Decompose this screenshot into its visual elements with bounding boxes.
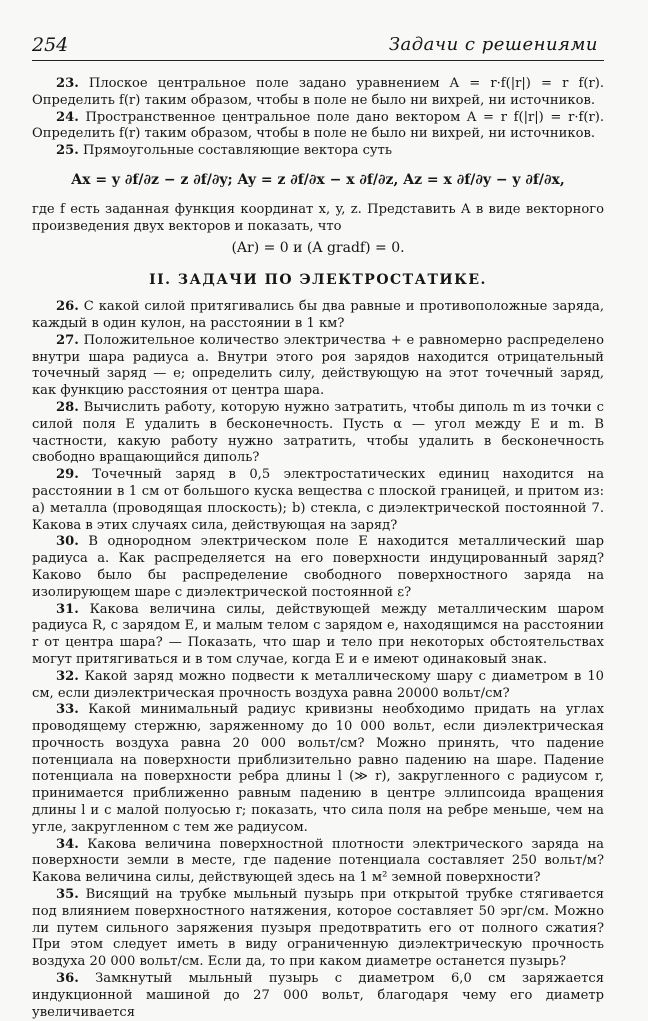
problem-number: 34. xyxy=(56,836,79,852)
problem-number: 30. xyxy=(56,534,79,550)
problem-number: 28. xyxy=(56,399,79,415)
section-title: II. ЗАДАЧИ ПО ЭЛЕКТРОСТАТИКЕ. xyxy=(149,272,487,289)
problem-number: 32. xyxy=(56,668,79,684)
problem-36 xyxy=(32,971,604,1021)
problem-35 xyxy=(32,887,604,971)
problem-text: С какой силой притягивались бы два равные и противоположные заряда, каждый в один кулон, на расстоянии в 1 км? xyxy=(32,299,604,331)
running-title: Задачи с решениями xyxy=(388,34,598,55)
problem-number: 24. xyxy=(56,109,79,125)
problem-number: 25. xyxy=(56,143,79,159)
problem-32 xyxy=(32,669,604,703)
problem-34 xyxy=(32,837,604,887)
problem-25-continuation: где f есть заданная функция координат x, y, z. Представить A в виде векторного произведения двух векторов и показать, что xyxy=(32,201,604,234)
page-number: 254 xyxy=(32,34,69,56)
problem-text: Точечный заряд в 0,5 электростатических единиц находится на расстоянии в 1 см от большого куска вещества с плоской границей, и притом из: а) металла (проводящая плоскость); b) стекла, с диэлектрической постоянной 7. Какова в этих случаях сила, действующая на заряд? xyxy=(32,467,604,533)
problem-23 xyxy=(32,76,604,110)
problem-text: Пространственное центральное поле дано вектором A = r f(|r|) = r·f(r). Определить f(r) таким образом, чтобы в поле не было ни вихрей, ни источников. xyxy=(32,109,604,142)
page-header xyxy=(32,30,604,61)
problem-33 xyxy=(32,702,604,836)
problem-number: 35. xyxy=(56,887,79,903)
problem-text: Какова величина силы, действующей между металлическим шаром радиуса R, с зарядом E, и малым телом с зарядом e, находящимся на расстоянии r от центра шара? — Показать, что шар и тело при некоторых обстоятельствах могут притягиваться и в том случае, когда E и e имеют одинаковый знак. xyxy=(32,601,605,667)
problem-26 xyxy=(32,299,604,333)
problem-text: Прямоугольные составляющие вектора суть xyxy=(82,143,392,159)
problem-31 xyxy=(32,602,604,669)
formula-result: (Ar) = 0 и (A gradf) = 0. xyxy=(231,239,405,256)
problem-25 xyxy=(32,143,604,160)
problem-number: 27. xyxy=(56,332,79,348)
problem-24 xyxy=(32,110,604,144)
problem-text: Замкнутый мыльный пузырь с диаметром 6,0 см заряжается индукционной машиной до 27 000 вольт, благодаря чему его диаметр увеличивается xyxy=(32,971,604,1020)
problem-number: 36. xyxy=(56,971,79,987)
problem-28 xyxy=(32,400,604,467)
problem-text: Положительное количество электричества + e равномерно распределено внутри шара радиуса a. Внутри этого роя зарядов находится отрицательный точечный заряд — e; определить силу, действующую на этот точечный заряд, как функцию расстояния от центра шара. xyxy=(32,332,604,399)
problem-number: 31. xyxy=(56,601,79,617)
problem-text: Плоское центральное поле задано уравнением A = r·f(|r|) = r f(r). Определить f(r) таким образом, чтобы в поле не было ни вихрей, ни источников. xyxy=(32,76,604,108)
problem-text: В однородном электрическом поле E находится металлический шар радиуса a. Как распределяется на его поверхности индуцированный заряд? Каково было бы распределение свободного поверхностного заряда на изолирующем шаре с диэлектрической постоянной ε? xyxy=(32,534,604,600)
problem-text: Какой минимальный радиус кривизны необходимо придать на углах проводящему стержню, заряженному до 10 000 вольт, если диэлектрическая прочность воздуха равна 20 000 вольт/см? Можно принять, что падение потенциала на поверхности приблизительно равно падению на шаре. Падение потенциала на поверхности ребра длины l (≫ r), закругленного с радиусом r, принимается приближенно равным падению в центре эллипсоида вращения длины l и с малой полуосью r; показать, что сила поля на ребре меньше, чем на угле, закругленном с тем же радиусом. xyxy=(32,702,604,835)
formula-components: Ax = y ∂f/∂z − z ∂f/∂y; Ay = z ∂f/∂x − x ∂f/∂z, Az = x ∂f/∂y − y ∂f/∂x, xyxy=(71,171,565,188)
problem-30 xyxy=(32,534,604,601)
problem-27 xyxy=(32,333,604,400)
page-body xyxy=(32,76,604,1021)
problem-text: Висящий на трубке мыльный пузырь при открытой трубке стягивается под влиянием поверхностного натяжения, которое составляет 50 эрг/см. Можно ли путем сильного заряжения пузыря предотвратить его от полного сжатия? При этом следует иметь в виду ограниченную диэлектрическую прочность воздуха 20 000 вольт/см. Если да, то при каком диаметре останется пузырь? xyxy=(32,887,604,970)
problem-29 xyxy=(32,467,604,534)
problem-number: 26. xyxy=(56,299,79,315)
problem-text: Вычислить работу, которую нужно затратить, чтобы диполь m из точки с силой поля E удалить в бесконечность. Пусть α — угол между E и m. В частности, какую работу нужно затратить, чтобы удалить в бесконечность свободно вращающийся диполь? xyxy=(32,399,604,466)
problem-text: Какова величина поверхностной плотности электрического заряда на поверхности земли в месте, где падение потенциала составляет 250 вольт/м? Какова величина силы, действующей здесь на 1 м² земной поверхности? xyxy=(32,836,604,886)
problem-number: 23. xyxy=(56,76,79,91)
problem-text: Какой заряд можно подвести к металлическому шару с диаметром в 10 см, если диэлектрическая прочность воздуха равна 20000 вольт/см? xyxy=(32,668,604,701)
problem-number: 33. xyxy=(56,702,79,718)
problem-number: 29. xyxy=(56,467,79,483)
